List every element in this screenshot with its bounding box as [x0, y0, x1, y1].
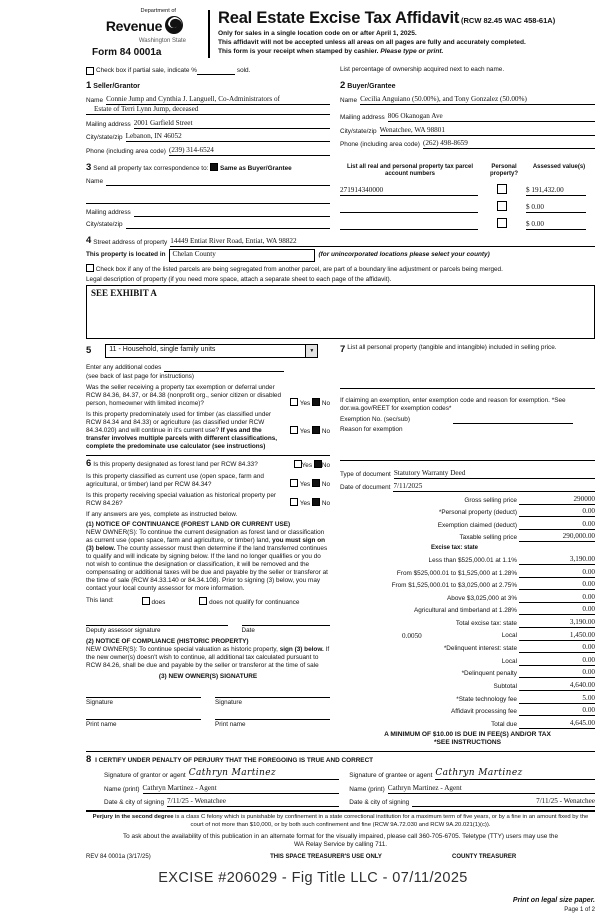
grantor-signature-label: Signature of grantor or agent	[104, 772, 186, 780]
this-land-label: This land:	[86, 596, 114, 604]
tax-line: *State technology fee 5.00	[456, 693, 595, 703]
legal-description-value: SEE EXHIBIT A	[91, 287, 157, 298]
excise-tax-state-header: Excise tax: state	[430, 544, 479, 551]
personal-property-checkbox-1[interactable]	[497, 184, 507, 194]
certify-statement: I CERTIFY UNDER PENALTY OF PERJURY THAT THE FOREGOING IS TRUE AND CORRECT	[95, 757, 374, 765]
tax-line: From $1,525,000.01 to $3,025,000 at 2.75% 0.00	[391, 580, 595, 590]
question-historical: Is this property receiving special valuation as historical property per RCW 84.26? Yes No	[86, 491, 330, 507]
grantee-signature-label: Signature of grantee or agent	[349, 772, 433, 780]
header-note-2: This affidavit will not be accepted unless all areas on all pages are fully and accurately completed.	[218, 38, 526, 46]
does-not-label: does not qualify for continuance	[209, 598, 300, 606]
deputy-assessor-signature-line[interactable]	[86, 617, 228, 626]
form-title: Real Estate Excise Tax Affidavit	[218, 9, 460, 27]
seller-name-field-line2: Estate of Terri Lynn Jump, deceased	[86, 105, 330, 115]
notice2-body: NEW OWNER(S): To continue special valuation as historic property, sign (3) below. If the new owner(s) doesn't wish to continue, all additional tax calculated pursuant to RCW 84.26, shall be due and payable by the seller or transferor at the time of sale	[86, 646, 330, 670]
correspondence-mailing-label: Mailing address	[86, 208, 131, 216]
notice1-title: (1) NOTICE OF CONTINUANCE (FOREST LAND OR CURRENT USE)	[86, 520, 291, 528]
tax-line: Total excise tax: state 3,190.00	[455, 618, 595, 628]
grantee-printname-label: Name (print)	[349, 785, 385, 793]
treasurer-row	[86, 854, 595, 862]
exemption-no-field[interactable]	[453, 415, 573, 424]
partial-sale-checkbox[interactable]	[86, 67, 94, 75]
q1-yes-checkbox[interactable]	[290, 398, 298, 406]
additional-codes-label: Enter any additional codes	[86, 363, 162, 371]
grantor-printname-field: Cathryn Martinez - Agent	[143, 784, 340, 794]
land-use-code-value: 11 - Household, single family units	[109, 346, 216, 354]
dept-of-label: Department of	[140, 8, 176, 14]
dropdown-arrow-icon[interactable]: ▼	[305, 345, 317, 357]
section2-heading: Buyer/Grantee	[347, 82, 396, 90]
form-title-rcw: (RCW 82.45 WAC 458-61A)	[461, 16, 556, 25]
same-as-buyer-checkbox[interactable]	[210, 163, 218, 171]
partial-sale-sold-label: sold.	[236, 66, 251, 74]
q1-no-checkbox[interactable]	[312, 398, 320, 406]
section3-number: 3	[86, 161, 92, 173]
buyer-name-field: Cecilia Anguiano (50.00%), and Tony Gonzalez (50.00%)	[360, 95, 595, 105]
partial-sale-percent-field[interactable]	[197, 66, 235, 75]
reason-for-exemption-label: Reason for exemption	[340, 425, 403, 433]
assessed-value-field: $ 0.00	[526, 203, 586, 213]
perjury-note: Perjury in the second degree is a class C felony which is punishable by confinement in a state correctional institution for a maximum term of five years, or by a fine in an amount fixed by the court of not more than $10,000, or by both such confinement and fine (RCW 9A.72.030 and RCW 9A.20.021(1)(c)).	[92, 814, 589, 828]
new-owner-printname-row	[86, 711, 330, 729]
buyer-csz-field: Wenatchee, WA 98801	[380, 126, 595, 136]
type-of-document-field: Statutory Warranty Deed	[394, 469, 595, 479]
section4-number: 4	[86, 234, 92, 246]
form-number: Form 84 0001a	[92, 47, 162, 59]
deputy-assessor-row	[86, 617, 330, 635]
q2-yes-checkbox[interactable]	[290, 426, 298, 434]
see-instructions-note: *SEE INSTRUCTIONS	[433, 739, 502, 747]
segregated-checkbox[interactable]	[86, 264, 94, 272]
excise-stamp: EXCISE #206029 - Fig Title LLC - 07/11/2025	[158, 869, 468, 886]
buyer-phone-field: (262) 498-8659	[423, 139, 595, 149]
assessed-value-field: $ 191,432.00	[526, 186, 586, 196]
ownership-note: List percentage of ownership acquired next to each name.	[340, 65, 505, 73]
grantee-printname-field: Cathryn Martinez - Agent	[388, 784, 595, 794]
new-owner-signature-title: (3) NEW OWNER(S) SIGNATURE	[158, 673, 258, 681]
personal-property-list-field[interactable]	[340, 380, 595, 389]
q5-no-checkbox[interactable]	[312, 498, 320, 506]
section6-divider	[86, 455, 330, 456]
parcel-row	[340, 218, 595, 230]
local-rate-value: 0.0050	[402, 631, 422, 640]
buyer-mailing-field: 806 Okanogan Ave	[388, 112, 595, 122]
partial-sale-label: Check box if partial sale, indicate %	[96, 66, 197, 74]
legal-description-label: Legal description of property (if you need more space, attach a separate sheet to each page of the affidavit).	[86, 275, 392, 283]
header-divider	[208, 10, 210, 58]
personal-property-checkbox-3[interactable]	[497, 218, 507, 228]
seller-name-field: Connie Jump and Cynthia J. Languell, Co-Administrators of	[106, 95, 330, 105]
section2-number: 2	[340, 79, 346, 91]
county-select[interactable]: Chelan County	[169, 249, 315, 262]
section8-number: 8	[86, 754, 92, 766]
q4-no-checkbox[interactable]	[312, 479, 320, 487]
county-treasurer-label: COUNTY TREASURER	[452, 854, 517, 861]
land-use-code-select[interactable]	[105, 344, 318, 358]
q3-yes-checkbox[interactable]	[294, 460, 302, 468]
section7-number: 7	[340, 343, 346, 355]
grantee-date-label: Date & city of signing	[349, 799, 410, 807]
this-land-row	[86, 597, 330, 607]
located-in-label: This property is located in	[86, 251, 166, 259]
does-label: does	[151, 598, 166, 606]
signature-caption: Signature	[86, 699, 113, 707]
notice2-title: (2) NOTICE OF COMPLIANCE (HISTORIC PROPERTY)	[86, 638, 249, 646]
segregated-label: Check box if any of the listed parcels are being segregated from another parcel, are part of a boundary line adjustment or parcels being merged.	[95, 265, 503, 273]
correspondence-csz-field[interactable]	[126, 220, 330, 229]
if-yes-note: If any answers are yes, complete as instructed below.	[86, 510, 238, 518]
grantor-signature-field[interactable]: Cathryn Martinez	[189, 768, 339, 780]
q5-yes-checkbox[interactable]	[290, 498, 298, 506]
grantee-date-field: 7/11/25 - Wenatchee	[412, 797, 595, 807]
print-legal-note: Print on legal size paper.	[512, 896, 595, 904]
date-of-document-label: Date of document	[340, 484, 391, 492]
question-exemption-deferral: Was the seller receiving a property tax exemption or deferral under RCW 84.36, 84.37, or 84.38 (nonprofit org., senior citizen or disabled person, homeowner with limited income)? Yes No	[86, 383, 330, 407]
section3-label: Send all property tax correspondence to:	[93, 164, 209, 172]
q4-yes-checkbox[interactable]	[290, 479, 298, 487]
accessibility-note: To ask about the availability of this publication in an alternate format for the visually impaired, please call 360-705-6705. Teletype (TTY) users may use the WA Relay Service by calling 711.	[122, 833, 559, 849]
form-header	[86, 8, 595, 60]
seller-mailing-field: 2001 Garfield Street	[134, 119, 330, 129]
parcel-number-field	[340, 204, 478, 213]
tax-line: From $525,000.01 to $1,525,000 at 1.28% 0.00	[396, 567, 595, 577]
parcel-row	[340, 201, 595, 213]
correspondence-csz-label: City/state/zip	[86, 221, 123, 229]
question-timber-agriculture: Is this property predominately used for timber (as classified under RCW 84.34 and 84.33) or agriculture (as classified under RCW 84.34.020) and will continue in it's current use? If yes and the transfer involves multiple parcels with different classifications, complete the predominate use calculator (see instructions) Yes No	[86, 410, 330, 450]
parcel-number-field: 271914340000	[340, 186, 478, 196]
correspondence-extra-line[interactable]	[86, 195, 330, 204]
revenue-swirl-icon	[164, 15, 184, 38]
buyer-mailing-label: Mailing address	[340, 114, 385, 122]
located-in-note: (for unincorporated locations please select your county)	[318, 251, 490, 259]
additional-codes-field[interactable]	[164, 363, 284, 372]
tax-line: Subtotal 4,640.00	[493, 681, 595, 691]
section5-number: 5	[86, 344, 92, 356]
tax-line: Agricultural and timberland at 1.28% 0.00	[413, 605, 595, 615]
does-checkbox[interactable]	[142, 597, 150, 605]
header-note-1: Only for sales in a single location code on or after April 1, 2025.	[218, 29, 417, 37]
street-address-field: 14449 Entiat River Road, Entiat, WA 98822	[170, 237, 595, 247]
assessed-values-header: Assessed value(s)	[532, 163, 586, 170]
seller-csz-label: City/state/zip	[86, 134, 123, 142]
legal-description-box[interactable]	[86, 285, 595, 339]
print-name-caption: Print name	[86, 721, 117, 729]
seller-csz-field: Lebanon, IN 46052	[126, 132, 330, 142]
personal-property-checkbox-2[interactable]	[497, 201, 507, 211]
section6-number: 6	[86, 457, 92, 469]
type-of-document-label: Type of document	[340, 470, 391, 478]
seller-name-label: Name	[86, 97, 104, 105]
parcel-table-header	[340, 164, 595, 179]
q3-no-checkbox[interactable]	[314, 460, 322, 468]
buyer-phone-label: Phone (including area code)	[340, 141, 420, 149]
tax-line: *Delinquent penalty 0.00	[461, 668, 595, 678]
question-current-use: Is this property classified as current use (open space, farm and agricultural, or timber) land per RCW 84.34? Yes No	[86, 472, 330, 488]
seller-mailing-label: Mailing address	[86, 120, 131, 128]
street-address-label: Street address of property	[93, 238, 168, 246]
date-of-document-field: 7/11/2025	[393, 482, 595, 492]
local-tax-value: 1,450.00	[519, 631, 595, 641]
tax-line: Gross selling price 290000	[464, 494, 595, 504]
minimum-due-note: A MINIMUM OF $10.00 IS DUE IN FEE(S) AND/OR TAX	[384, 730, 551, 738]
seller-phone-label: Phone (including area code)	[86, 147, 166, 155]
washington-state-label: Washington State	[138, 37, 186, 44]
tax-line: Exemption claimed (deduct) 0.00	[437, 519, 595, 529]
tax-line: Total due 4,645.00	[491, 718, 595, 728]
grantor-date-field: 7/11/25 - Wenatchee	[167, 797, 339, 807]
same-as-buyer-label: Same as Buyer/Grantee	[219, 164, 292, 172]
page-number: Page 1 of 2	[564, 906, 595, 913]
rev-form-code: REV 84 0001a (3/17/25)	[86, 854, 151, 861]
section7-intro: 7 List all personal property (tangible and intangible) included in selling price.	[340, 343, 557, 355]
local-tax-line	[340, 631, 595, 641]
tax-line: Affidavit processing fee 0.00	[451, 706, 595, 716]
personal-property-header: Personal property?	[489, 163, 518, 178]
tax-line: Local 0.00	[501, 655, 595, 665]
grantor-date-label: Date & city of signing	[104, 799, 165, 807]
correspondence-name-field[interactable]	[106, 177, 330, 186]
tax-line: Above $3,025,000 at 3% 0.00	[447, 592, 595, 602]
exemption-note: If claiming an exemption, enter exemption code and reason for exemption. *See dor.wa.gov/REET for exemption codes*	[340, 396, 566, 412]
codes-note: (see back of last page for instructions)	[86, 372, 194, 380]
exemption-no-label: Exemption No. (sec/sub)	[340, 415, 410, 423]
does-not-checkbox[interactable]	[199, 597, 207, 605]
revenue-wordmark: Revenue	[105, 17, 163, 34]
buyer-csz-label: City/state/zip	[340, 127, 377, 135]
owner-printname-line-2[interactable]	[215, 711, 330, 720]
section1-number: 1	[86, 79, 92, 91]
section8-bottom-rule	[86, 810, 595, 812]
grantor-printname-label: Name (print)	[104, 785, 140, 793]
parcel-number-field	[340, 221, 478, 230]
buyer-name-label: Name	[340, 97, 358, 105]
notice1-body: NEW OWNER(S): To continue the current designation as forest land or classification as current use (open space, farm and agriculture, or timber) land, you must sign on (3) below. The county assessor must then determine if the land transferred continues to qualify and will indicate by signing below. If the land no longer qualifies or you do not wish to continue the designation or classification, it will be removed and the compensating or additional taxes will be due and payable by the seller or transferor at the time of sale (RCW 84.33.140 or 84.34.108). Prior to signing (3) below, you may contact your local county assessor for more information.	[86, 528, 328, 592]
signature-caption: Signature	[215, 699, 242, 707]
tax-line: *Personal property (deduct) 0.00	[438, 507, 595, 517]
correspondence-mailing-field[interactable]	[134, 208, 330, 217]
deputy-assessor-caption: Deputy assessor signature	[86, 626, 161, 634]
new-owner-signature-row	[86, 689, 330, 707]
parcel-row	[340, 184, 595, 196]
treasurer-space-label: THIS SPACE TREASURER'S USE ONLY	[270, 854, 382, 861]
question-forest-land: 6 Is this property designated as forest land per RCW 84.33? Yes No	[86, 457, 330, 469]
print-name-caption: Print name	[215, 721, 246, 729]
section1-heading: Seller/Grantor	[93, 82, 140, 90]
tax-line: Less than $525,000.01 at 1.1% 3,190.00	[428, 555, 595, 565]
deputy-date-line[interactable]	[242, 617, 330, 626]
tax-line: *Delinquent interest: state 0.00	[443, 643, 595, 653]
correspondence-name-label: Name	[86, 178, 104, 186]
parcel-numbers-header: List all real and personal property tax parcel account numbers	[346, 163, 474, 178]
revenue-logo-block	[86, 8, 204, 60]
deputy-date-caption: Date	[241, 626, 255, 634]
grantee-signature-field[interactable]: Cathryn Martinez	[435, 768, 595, 780]
owner-signature-line-2[interactable]	[215, 689, 330, 698]
owner-printname-line-1[interactable]	[86, 711, 201, 720]
reason-for-exemption-field[interactable]	[340, 452, 595, 461]
q2-no-checkbox[interactable]	[312, 426, 320, 434]
seller-phone-field: (239) 314-6524	[169, 146, 330, 156]
header-note-3: This form is your receipt when stamped by cashier. Please type or print.	[218, 48, 444, 56]
owner-signature-line-1[interactable]	[86, 689, 201, 698]
assessed-value-field: $ 0.00	[526, 220, 586, 230]
tax-line: Taxable selling price 290,000.00	[459, 532, 595, 542]
section8-top-rule	[86, 751, 595, 752]
local-label: Local	[501, 631, 517, 639]
